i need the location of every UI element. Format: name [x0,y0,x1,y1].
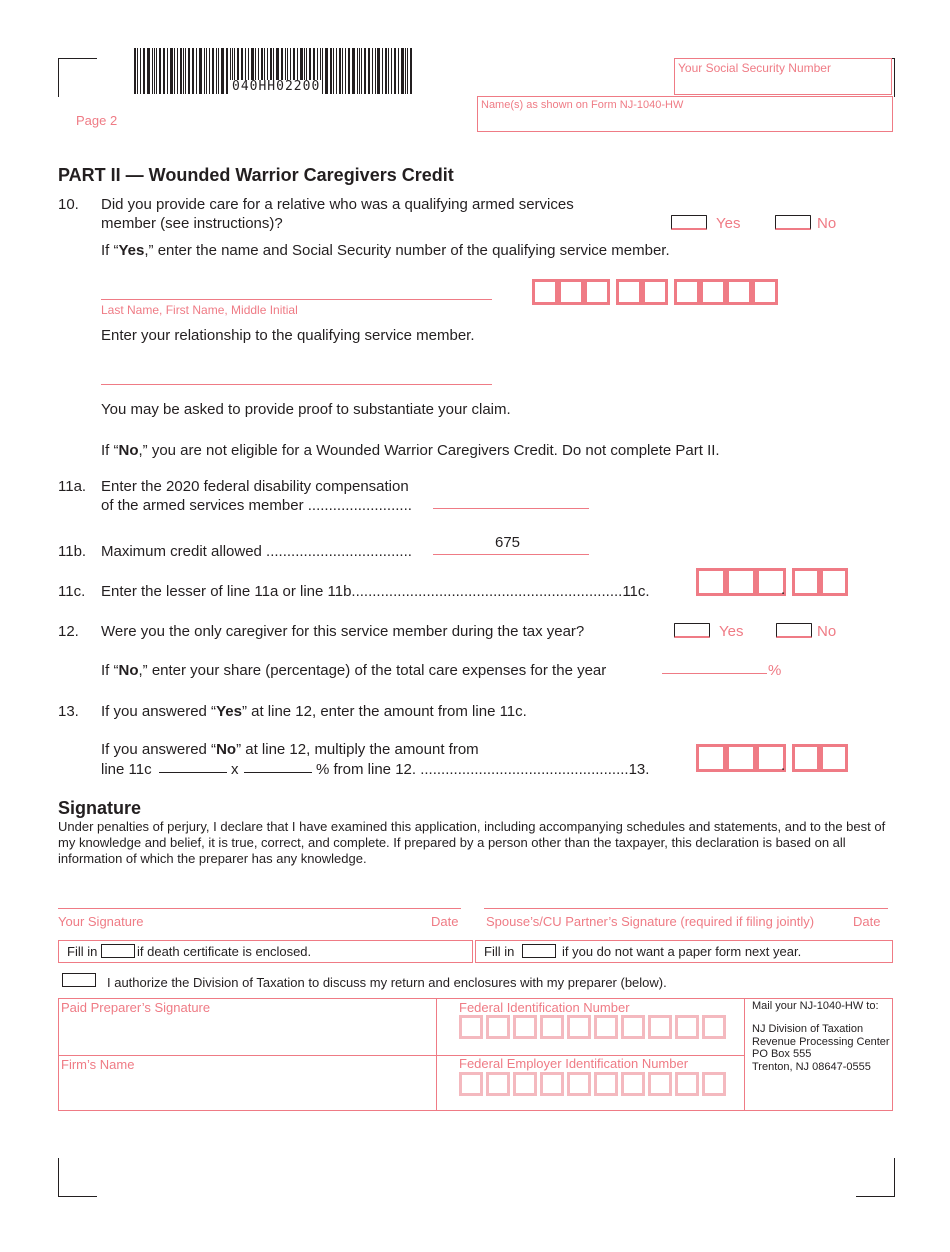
text-bold: No [216,741,237,758]
line-12-percentage-input[interactable] [662,673,767,674]
corner-mark-bottom-left [58,1158,97,1197]
barcode-bar [216,48,217,94]
text-bold: No [118,662,139,679]
barcode-bar [361,48,362,94]
barcode-bar [325,48,328,94]
ssn-field-label: Your Social Security Number [678,61,831,75]
line-10-if-yes-text [101,241,670,260]
fed-id-digit-box[interactable] [648,1015,672,1039]
fein-digit-box[interactable] [513,1072,537,1096]
barcode-bar [330,48,332,94]
ssn-digit-box[interactable] [532,279,558,305]
barcode-bar [226,48,228,94]
corner-mark-bottom-right [856,1158,895,1197]
line-11b-text: Maximum credit allowed ................................... [101,543,412,560]
line-10-no-checkbox[interactable] [775,215,811,230]
signature-title: Signature [58,798,142,818]
barcode-bar [388,48,389,94]
paper-form-row [475,940,893,963]
cents-digit-box[interactable] [792,744,820,772]
mail-address-2: Revenue Processing Center [752,1036,890,1048]
line-12-if-no-text [101,661,606,680]
cents-digit-box[interactable] [820,568,848,596]
fein-digit-box[interactable] [567,1072,591,1096]
spouse-signature-input[interactable] [484,908,888,909]
your-signature-date-label: Date [431,914,459,929]
line-10-number: 10. [58,196,79,213]
line-11a-text-2: of the armed services member ......................... [101,497,412,514]
line-11a-number: 11a. [58,478,87,495]
service-member-name-input[interactable] [101,299,492,300]
barcode-bar [357,48,358,94]
barcode-bar [382,48,383,94]
fill-in-label: Fill in [484,944,515,959]
amount-digit-box[interactable] [696,744,726,772]
barcode-bar [143,48,145,94]
line-13-11c-blank[interactable] [159,772,227,773]
barcode-bar [339,48,341,94]
barcode-bar [375,48,376,94]
barcode-bar [391,48,392,94]
spouse-signature-label: Spouse’s/CU Partner’s Signature (required if filing jointly) [486,914,815,929]
fed-id-label: Federal Identification Number [459,1000,630,1015]
barcode-bar [385,48,387,94]
barcode-bar [336,48,337,94]
line-11b-input-line [433,554,589,555]
barcode-bar [185,48,186,94]
barcode-bar [218,48,219,94]
no-paper-form-label: if you do not want a paper form next year. [562,944,802,959]
text-part: ,” enter your share (percentage) of the total care expenses for the year [138,662,607,679]
barcode-bar [159,48,161,94]
barcode-bar [140,48,141,94]
part2-title: PART II — Wounded Warrior Caregivers Credit [58,165,454,185]
barcode-bar [333,48,334,94]
your-signature-label: Your Signature [58,914,144,929]
barcode-bar [177,48,178,94]
line-10-yes-label: Yes [716,215,741,232]
barcode-bar [407,48,408,94]
ssn-digit-box[interactable] [752,279,778,305]
line-13-percent-blank[interactable] [244,772,312,773]
ssn-digit-box[interactable] [726,279,752,305]
firm-name-label: Firm’s Name [61,1057,135,1072]
line-13-text-3b: x [231,761,239,778]
mail-address-4: Trenton, NJ 08647-0555 [752,1061,871,1073]
line-12-yes-checkbox[interactable] [674,623,710,638]
text-part: If “ [101,662,119,679]
fed-id-digit-box[interactable] [567,1015,591,1039]
text-part: If you answered “ [101,741,217,758]
text-part: If you answered “ [101,703,217,720]
fed-id-digit-box[interactable] [459,1015,483,1039]
barcode-bar [364,48,366,94]
barcode-bar [401,48,404,94]
line-11c-amount-boxes[interactable] [696,568,848,596]
barcode-bar [137,48,138,94]
line-11b-value: 675 [495,534,521,551]
not-eligible-text [101,441,720,460]
barcode-bar [221,48,224,94]
barcode-bar [352,48,355,94]
spouse-signature-date-label: Date [853,914,881,929]
ssn-digit-box[interactable] [584,279,610,305]
barcode-bar [368,48,370,94]
amount-digit-box[interactable] [726,568,756,596]
authorize-text: I authorize the Division of Taxation to discuss my return and enclosures with my preparer (below). [107,975,667,990]
barcode-bar [204,48,205,94]
page-label: Page 2 [76,113,118,128]
fed-id-digit-box[interactable] [621,1015,645,1039]
barcode-bar [163,48,165,94]
barcode-bar [188,48,190,94]
fed-id-digit-box[interactable] [540,1015,564,1039]
fein-digit-box[interactable] [486,1072,510,1096]
no-paper-form-checkbox[interactable] [522,944,556,958]
barcode-text: 040HH02200 [232,79,321,94]
barcode-bar [183,48,184,94]
barcode-bar [167,48,168,94]
text-part: ,” enter the name and Social Security number of the qualifying service member. [144,242,670,259]
barcode-bar [372,48,373,94]
fein-digit-box[interactable] [648,1072,672,1096]
relationship-input[interactable] [101,384,492,385]
names-field-label: Name(s) as shown on Form NJ-1040-HW [481,99,684,111]
names-field[interactable] [477,96,893,132]
amount-digit-box[interactable] [696,568,726,596]
barcode-bar [348,48,350,94]
fed-employer-id-label: Federal Employer Identification Number [459,1056,689,1071]
fein-digit-box[interactable] [675,1072,699,1096]
fein-digit-box[interactable] [540,1072,564,1096]
line-11c-number: 11c. [58,583,86,600]
line-12-yes-label: Yes [719,623,744,640]
mail-title: Mail your NJ-1040-HW to: [752,1000,879,1012]
line-12-percent-sign: % [768,662,782,679]
line-10-question-1: Did you provide care for a relative who was a qualifying armed services [101,196,574,213]
cents-digit-box[interactable] [792,568,820,596]
barcode-bar [206,48,207,94]
barcode-bar [342,48,343,94]
preparer-box [58,998,893,1111]
line-13-text-3c: % from line 12. ..................................................13. [316,761,650,778]
ssn-digit-box[interactable] [674,279,700,305]
fed-id-boxes[interactable] [459,1015,729,1039]
barcode-bar [152,48,153,94]
line-13-text-3a: line 11c [101,761,152,778]
barcode-bar [359,48,360,94]
line-11c-decimal: . [781,581,786,598]
barcode-bar [199,48,202,94]
amount-digit-box[interactable] [726,744,756,772]
your-signature-input[interactable] [58,908,461,909]
corner-mark-top-left [58,58,97,97]
text-bold: Yes [118,242,145,259]
line-12-text: Were you the only caregiver for this service member during the tax year? [101,623,585,640]
barcode-bar [156,48,157,94]
mail-address-3: PO Box 555 [752,1048,812,1060]
declaration-text: Under penalties of perjury, I declare that I have examined this application, including accompanying schedules and statements, and to the best of my knowledge and belief, it is true, correct, and complete. If prepared by a person other than the taxpayer, this declaration is based on all information of which the preparer has any knowledge. [58,819,886,866]
service-member-ssn-boxes[interactable] [532,279,778,305]
fed-id-digit-box[interactable] [675,1015,699,1039]
barcode-bar [174,48,175,94]
fein-digit-box[interactable] [459,1072,483,1096]
barcode-bar [212,48,214,94]
relationship-text: Enter your relationship to the qualifying service member. [101,327,475,344]
fed-id-digit-box[interactable] [486,1015,510,1039]
barcode-bar [410,48,412,94]
preparer-divider-2 [744,999,745,1110]
service-member-name-label: Last Name, First Name, Middle Initial [101,303,298,317]
barcode-bar [170,48,173,94]
barcode-bar [147,48,150,94]
barcode-bar [196,48,197,94]
ssn-digit-box[interactable] [700,279,726,305]
line-11c-text: Enter the lesser of line 11a or line 11b.................................................................11c. [101,583,650,600]
fed-id-digit-box[interactable] [702,1015,726,1039]
barcode-bar [405,48,406,94]
barcode-bar [398,48,399,94]
text-bold: Yes [216,703,242,720]
barcode-bar [192,48,194,94]
barcode-bar [377,48,380,94]
fein-digit-box[interactable] [702,1072,726,1096]
proof-text: You may be asked to provide proof to substantiate your claim. [101,401,511,418]
line-13-amount-boxes[interactable] [696,744,848,772]
paid-preparer-signature-label: Paid Preparer’s Signature [61,1000,211,1015]
line-11a-input[interactable] [433,508,589,509]
barcode-bar [180,48,182,94]
text-part: ,” you are not eligible for a Wounded Warrior Caregivers Credit. Do not complete Part II. [138,442,720,459]
authorize-checkbox[interactable] [62,973,96,987]
line-10-question-2: member (see instructions)? [101,215,283,232]
fed-id-digit-box[interactable] [513,1015,537,1039]
line-13-text-1 [101,702,527,721]
death-certificate-row [58,940,473,963]
line-13-decimal: . [781,757,786,774]
mail-address-1: NJ Division of Taxation [752,1023,864,1035]
text-part: If “ [101,242,119,259]
text-part: ” at line 12, multiply the amount from [236,741,479,758]
ssn-digit-box[interactable] [642,279,668,305]
line-10-no-label: No [817,215,837,232]
ssn-digit-box[interactable] [558,279,584,305]
line-12-no-label: No [817,623,837,640]
barcode-bar [209,48,210,94]
fed-employer-id-boxes[interactable] [459,1072,729,1096]
fein-digit-box[interactable] [594,1072,618,1096]
death-certificate-label: if death certificate is enclosed. [137,944,312,959]
ssn-digit-box[interactable] [616,279,642,305]
cents-digit-box[interactable] [820,744,848,772]
fein-digit-box[interactable] [621,1072,645,1096]
fed-id-digit-box[interactable] [594,1015,618,1039]
barcode-bar [154,48,155,94]
barcode-bar [394,48,396,94]
text-part: ” at line 12, enter the amount from line 11c. [241,703,527,720]
line-12-number: 12. [58,623,79,640]
line-11a-text-1: Enter the 2020 federal disability compensation [101,478,409,495]
line-11b-number: 11b. [58,543,87,560]
line-13-text-2 [101,740,479,759]
line-12-no-checkbox[interactable] [776,623,812,638]
text-part: If “ [101,442,119,459]
death-certificate-checkbox[interactable] [101,944,135,958]
barcode-bar [134,48,136,94]
line-13-number: 13. [58,703,79,720]
fill-in-label: Fill in [67,944,98,959]
barcode-bar [345,48,346,94]
ssn-field[interactable] [674,58,892,95]
text-bold: No [118,442,139,459]
line-10-yes-checkbox[interactable] [671,215,707,230]
